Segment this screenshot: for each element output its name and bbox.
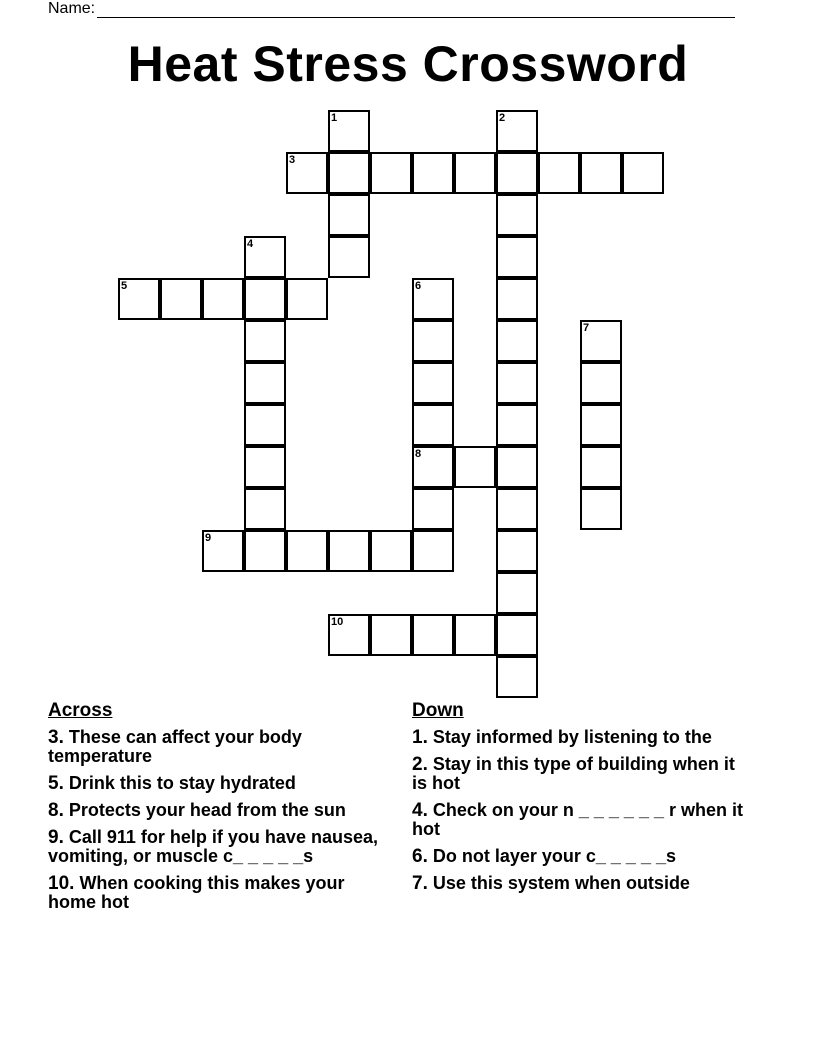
down-clue bbox=[412, 755, 752, 793]
grid-cell[interactable] bbox=[496, 446, 538, 488]
down-clue bbox=[412, 801, 752, 839]
clue-number: 6 bbox=[415, 280, 422, 292]
grid-cell[interactable] bbox=[496, 362, 538, 404]
clue-text: Use this system when outside bbox=[432, 873, 690, 893]
grid-cell[interactable] bbox=[286, 152, 328, 194]
grid-cell[interactable] bbox=[370, 614, 412, 656]
clue-text: Do not layer your c_ _ _ _ _s bbox=[432, 846, 676, 866]
page-title: Heat Stress Crossword bbox=[127, 36, 689, 92]
grid-cell[interactable] bbox=[286, 278, 328, 320]
clue-number: 4 bbox=[247, 238, 254, 250]
clue-number: 9 bbox=[205, 532, 212, 544]
grid-cell[interactable] bbox=[370, 152, 412, 194]
grid-cell[interactable] bbox=[538, 152, 580, 194]
grid-cell[interactable] bbox=[496, 110, 538, 152]
clue-number: 7. bbox=[412, 873, 428, 894]
grid-cell[interactable] bbox=[622, 152, 664, 194]
grid-cell[interactable] bbox=[412, 404, 454, 446]
clue-number: 4. bbox=[412, 800, 428, 821]
grid-cell[interactable] bbox=[496, 278, 538, 320]
grid-cell[interactable] bbox=[244, 236, 286, 278]
clue-text: Call 911 for help if you have nausea, vomiting, or muscle c_ _ _ _ _s bbox=[48, 827, 378, 866]
grid-cell[interactable] bbox=[412, 446, 454, 488]
clue-number: 3 bbox=[289, 154, 296, 166]
grid-cell[interactable] bbox=[496, 572, 538, 614]
grid-cell[interactable] bbox=[496, 614, 538, 656]
grid-cell[interactable] bbox=[202, 530, 244, 572]
clue-number: 10 bbox=[331, 616, 344, 628]
grid-cell[interactable] bbox=[580, 446, 622, 488]
grid-cell[interactable] bbox=[244, 530, 286, 572]
grid-cell[interactable] bbox=[244, 320, 286, 362]
grid-cell[interactable] bbox=[412, 530, 454, 572]
grid-cell[interactable] bbox=[412, 362, 454, 404]
grid-cell[interactable] bbox=[328, 530, 370, 572]
across-clue bbox=[48, 774, 388, 793]
across-clue bbox=[48, 801, 388, 820]
grid-cell[interactable] bbox=[454, 152, 496, 194]
grid-cell[interactable] bbox=[244, 488, 286, 530]
clue-number: 8 bbox=[415, 448, 422, 460]
across-heading: Across bbox=[48, 700, 113, 721]
clue-number: 5 bbox=[121, 280, 128, 292]
grid-cell[interactable] bbox=[580, 152, 622, 194]
grid-cell[interactable] bbox=[496, 194, 538, 236]
clue-number: 7 bbox=[583, 322, 590, 334]
clue-text: When cooking this makes your home hot bbox=[48, 873, 345, 912]
down-clues bbox=[412, 700, 752, 901]
clue-text: These can affect your body temperature bbox=[48, 727, 302, 766]
grid-cell[interactable] bbox=[580, 362, 622, 404]
across-clues bbox=[48, 700, 388, 920]
clue-number: 10. bbox=[48, 873, 75, 894]
grid-cell[interactable] bbox=[412, 488, 454, 530]
grid-cell[interactable] bbox=[202, 278, 244, 320]
clue-number: 8. bbox=[48, 800, 64, 821]
clue-number: 6. bbox=[412, 846, 428, 867]
grid-cell[interactable] bbox=[286, 530, 328, 572]
clue-number: 1 bbox=[331, 112, 338, 124]
name-label: Name: bbox=[48, 0, 96, 17]
grid-cell[interactable] bbox=[454, 446, 496, 488]
clue-number: 9. bbox=[48, 827, 64, 848]
grid-cell[interactable] bbox=[370, 530, 412, 572]
grid-cell[interactable] bbox=[328, 236, 370, 278]
down-clue bbox=[412, 847, 752, 866]
clue-text: Stay in this type of building when it is hot bbox=[412, 754, 735, 793]
grid-cell[interactable] bbox=[580, 320, 622, 362]
grid-cell[interactable] bbox=[118, 278, 160, 320]
clue-number: 3. bbox=[48, 727, 64, 748]
grid-cell[interactable] bbox=[496, 320, 538, 362]
clue-text: Protects your head from the sun bbox=[68, 800, 346, 820]
grid-cell[interactable] bbox=[244, 446, 286, 488]
clue-number: 2 bbox=[499, 112, 506, 124]
grid-cell[interactable] bbox=[412, 614, 454, 656]
grid-cell[interactable] bbox=[328, 614, 370, 656]
across-clue bbox=[48, 874, 388, 912]
clue-text: Stay informed by listening to the bbox=[432, 727, 712, 747]
grid-cell[interactable] bbox=[412, 278, 454, 320]
grid-cell[interactable] bbox=[454, 614, 496, 656]
grid-cell[interactable] bbox=[328, 152, 370, 194]
grid-cell[interactable] bbox=[412, 320, 454, 362]
grid-cell[interactable] bbox=[496, 404, 538, 446]
clue-number: 2. bbox=[412, 754, 428, 775]
clue-text: Check on your n _ _ _ _ _ _ r when it hot bbox=[412, 800, 743, 839]
grid-cell[interactable] bbox=[496, 152, 538, 194]
across-clue bbox=[48, 828, 388, 866]
clue-number: 1. bbox=[412, 727, 428, 748]
grid-cell[interactable] bbox=[328, 194, 370, 236]
grid-cell[interactable] bbox=[412, 152, 454, 194]
grid-cell[interactable] bbox=[496, 488, 538, 530]
grid-cell[interactable] bbox=[160, 278, 202, 320]
grid-cell[interactable] bbox=[580, 404, 622, 446]
grid-cell[interactable] bbox=[244, 362, 286, 404]
across-clue bbox=[48, 728, 388, 766]
grid-cell[interactable] bbox=[496, 530, 538, 572]
grid-cell[interactable] bbox=[580, 488, 622, 530]
down-heading: Down bbox=[412, 700, 464, 721]
clue-number: 5. bbox=[48, 773, 64, 794]
grid-cell[interactable] bbox=[496, 656, 538, 698]
down-clue bbox=[412, 728, 752, 747]
grid-cell[interactable] bbox=[244, 404, 286, 446]
grid-cell[interactable] bbox=[496, 236, 538, 278]
grid-cell[interactable] bbox=[244, 278, 286, 320]
grid-cell[interactable] bbox=[328, 110, 370, 152]
down-clue bbox=[412, 874, 752, 893]
clue-text: Drink this to stay hydrated bbox=[68, 773, 296, 793]
